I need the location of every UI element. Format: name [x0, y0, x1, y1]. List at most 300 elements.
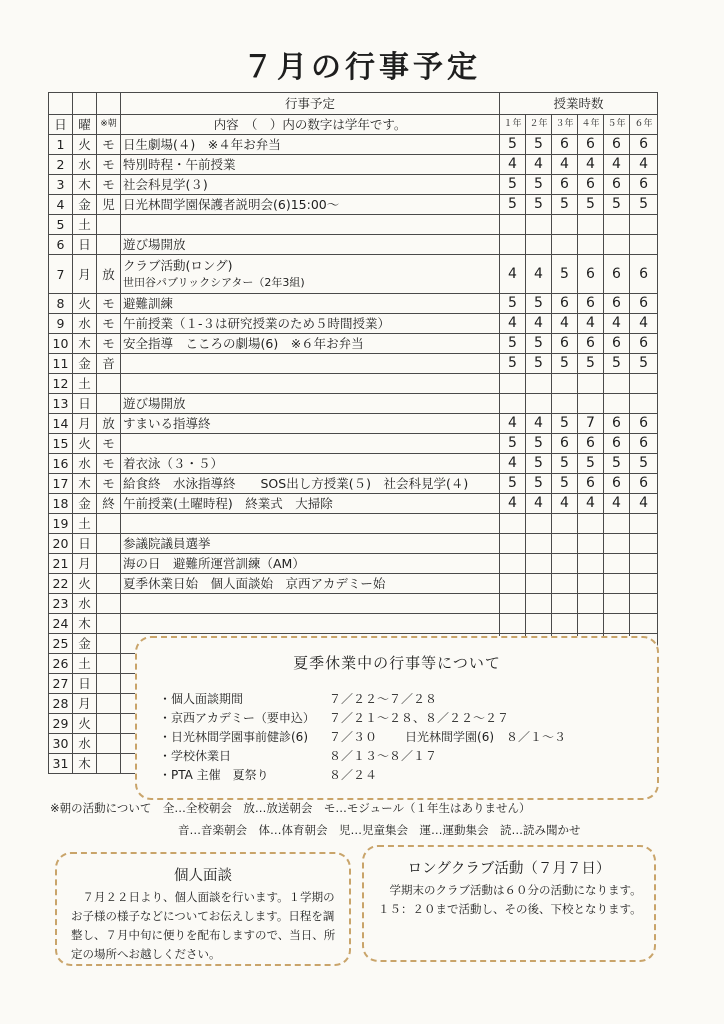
- hours-cell-grade-3: [552, 235, 578, 255]
- morning-cell: 児: [97, 195, 121, 215]
- hours-cell-grade-5: [604, 554, 630, 574]
- morning-cell: 終: [97, 494, 121, 514]
- morning-cell: 音: [97, 354, 121, 374]
- hours-cell-grade-5: 6: [604, 334, 630, 354]
- table-row: [49, 414, 658, 434]
- content-cell: [121, 314, 500, 334]
- hours-cell-grade-2: 4: [526, 414, 552, 434]
- vacation-title: 夏季休業中の行事等について: [293, 654, 501, 672]
- morning-cell: [97, 534, 121, 554]
- hours-cell-grade-4: 6: [578, 474, 604, 494]
- hours-cell-grade-3: 6: [552, 294, 578, 314]
- morning-cell: [97, 215, 121, 235]
- weekday-cell: 火: [73, 714, 97, 734]
- hours-cell-grade-4: 6: [578, 334, 604, 354]
- vacation-item-value: ７／３０: [329, 730, 378, 744]
- hours-cell-grade-2: [526, 534, 552, 554]
- hours-cell-grade-6: 6: [630, 434, 658, 454]
- hours-cell-grade-5: 6: [604, 474, 630, 494]
- day-cell: 22: [49, 574, 73, 594]
- hours-cell-grade-4: 6: [578, 175, 604, 195]
- content-text: 避難訓練: [123, 296, 174, 311]
- hours-cell-grade-2: [526, 374, 552, 394]
- hours-cell-grade-5: 5: [604, 454, 630, 474]
- hours-cell-grade-4: [578, 614, 604, 634]
- table-row: [49, 314, 658, 334]
- morning-cell: [97, 514, 121, 534]
- notes-line-1: ※朝の活動について 全…全校朝会 放…放送朝会 モ…モジュール（１年生はありません）: [50, 801, 531, 815]
- weekday-cell: 金: [73, 195, 97, 215]
- hours-cell-grade-3: 4: [552, 314, 578, 334]
- hours-cell-grade-1: 4: [500, 494, 526, 514]
- content-cell: [121, 394, 500, 414]
- weekday-cell: 水: [73, 454, 97, 474]
- hours-cell-grade-2: [526, 215, 552, 235]
- hours-cell-grade-6: [630, 594, 658, 614]
- hours-cell-grade-6: 4: [630, 314, 658, 334]
- content-text: 安全指導 こころの劇場(6) ※６年お弁当: [123, 336, 364, 351]
- hours-cell-grade-3: [552, 574, 578, 594]
- morning-cell: [97, 554, 121, 574]
- hours-cell-grade-1: 5: [500, 474, 526, 494]
- weekday-cell: 月: [73, 255, 97, 294]
- weekday-cell: 日: [73, 394, 97, 414]
- weekday-cell: 木: [73, 474, 97, 494]
- hours-cell-grade-2: 5: [526, 135, 552, 155]
- hours-cell-grade-3: 5: [552, 255, 578, 294]
- day-cell: 23: [49, 594, 73, 614]
- content-text: 海の日 避難所運営訓練（AM）: [123, 556, 305, 571]
- hours-cell-grade-2: 4: [526, 255, 552, 294]
- club-title: ロングクラブ活動（７月７日）: [407, 861, 611, 877]
- hours-cell-grade-6: [630, 235, 658, 255]
- weekday-cell: 水: [73, 734, 97, 754]
- hours-cell-grade-5: [604, 614, 630, 634]
- hours-cell-grade-3: [552, 554, 578, 574]
- vacation-item-label: ・学校休業日: [159, 749, 232, 763]
- day-cell: 19: [49, 514, 73, 534]
- table-row: [49, 255, 658, 294]
- hours-cell-grade-6: 6: [630, 474, 658, 494]
- weekday-cell: 水: [73, 155, 97, 175]
- content-cell: [121, 454, 500, 474]
- vacation-item: [159, 728, 566, 745]
- day-cell: 2: [49, 155, 73, 175]
- hours-cell-grade-1: 4: [500, 454, 526, 474]
- hours-cell-grade-4: [578, 514, 604, 534]
- content-subtext: 世田谷パブリックシアター（2年3組): [123, 276, 305, 289]
- hours-cell-grade-1: [500, 574, 526, 594]
- table-row: [49, 354, 658, 374]
- morning-cell: [97, 374, 121, 394]
- hours-cell-grade-1: 5: [500, 334, 526, 354]
- morning-cell: モ: [97, 135, 121, 155]
- vacation-item-label: ・PTA 主催 夏祭り: [159, 768, 269, 782]
- day-cell: 17: [49, 474, 73, 494]
- weekday-cell: 金: [73, 634, 97, 654]
- hours-cell-grade-4: 4: [578, 314, 604, 334]
- morning-cell: [97, 394, 121, 414]
- hours-cell-grade-2: 5: [526, 175, 552, 195]
- hours-cell-grade-1: 5: [500, 354, 526, 374]
- content-text: 参議院議員選挙: [123, 536, 211, 551]
- content-cell: [121, 155, 500, 175]
- hours-cell-grade-1: 5: [500, 195, 526, 215]
- morning-cell: モ: [97, 434, 121, 454]
- vacation-item-value: ８／１３～８／１７: [329, 749, 438, 763]
- header-grade-5: ５年: [604, 115, 630, 135]
- vacation-item-label: ・個人面談期間: [159, 692, 244, 706]
- hours-cell-grade-1: 5: [500, 175, 526, 195]
- content-cell: [121, 374, 500, 394]
- vacation-item: [159, 709, 509, 726]
- morning-cell: モ: [97, 314, 121, 334]
- weekday-cell: 火: [73, 434, 97, 454]
- morning-cell: [97, 594, 121, 614]
- hours-cell-grade-2: [526, 235, 552, 255]
- hours-cell-grade-3: 5: [552, 195, 578, 215]
- hours-cell-grade-6: [630, 394, 658, 414]
- hours-cell-grade-2: [526, 394, 552, 414]
- table-row: [49, 374, 658, 394]
- hours-cell-grade-3: [552, 374, 578, 394]
- table-row: [49, 294, 658, 314]
- hours-cell-grade-4: 4: [578, 494, 604, 514]
- vacation-item-value: ７／２２～７／２８: [329, 692, 438, 706]
- content-cell: [121, 195, 500, 215]
- day-cell: 20: [49, 534, 73, 554]
- hours-cell-grade-6: [630, 514, 658, 534]
- content-cell: [121, 235, 500, 255]
- table-header-row: [49, 93, 658, 115]
- day-cell: 12: [49, 374, 73, 394]
- morning-cell: モ: [97, 454, 121, 474]
- hours-cell-grade-6: [630, 574, 658, 594]
- morning-cell: [97, 235, 121, 255]
- hours-cell-grade-2: [526, 614, 552, 634]
- day-cell: 10: [49, 334, 73, 354]
- vacation-item-value: ７／２１～２８、８／２２～２７: [329, 711, 510, 725]
- hours-cell-grade-1: 4: [500, 255, 526, 294]
- hours-cell-grade-2: [526, 594, 552, 614]
- hours-cell-grade-5: 6: [604, 294, 630, 314]
- table-row: [49, 215, 658, 235]
- hours-cell-grade-6: 4: [630, 494, 658, 514]
- hours-cell-grade-2: [526, 514, 552, 534]
- page-title: ７月の行事予定: [243, 50, 481, 85]
- hours-cell-grade-5: [604, 574, 630, 594]
- vacation-item-label: ・日光林間学園事前健診(6): [159, 730, 308, 744]
- day-cell: 26: [49, 654, 73, 674]
- hours-cell-grade-1: [500, 215, 526, 235]
- content-cell: [121, 554, 500, 574]
- day-cell: 18: [49, 494, 73, 514]
- hours-cell-grade-6: [630, 374, 658, 394]
- weekday-cell: 木: [73, 175, 97, 195]
- hours-cell-grade-3: [552, 215, 578, 235]
- content-cell: [121, 474, 500, 494]
- hours-cell-grade-3: 6: [552, 175, 578, 195]
- weekday-cell: 土: [73, 654, 97, 674]
- header-events: 行事予定: [121, 93, 500, 115]
- hours-cell-grade-2: 5: [526, 454, 552, 474]
- hours-cell-grade-3: 6: [552, 334, 578, 354]
- day-cell: 28: [49, 694, 73, 714]
- hours-cell-grade-1: [500, 614, 526, 634]
- hours-cell-grade-1: [500, 554, 526, 574]
- content-cell: [121, 175, 500, 195]
- vacation-item-extra: 日光林間学園(6) ８／１～３: [405, 730, 567, 744]
- vacation-item: [159, 747, 437, 764]
- hours-cell-grade-4: [578, 215, 604, 235]
- hours-cell-grade-2: 5: [526, 474, 552, 494]
- header-morning: ※朝: [97, 115, 121, 135]
- table-row: [49, 614, 658, 634]
- hours-cell-grade-2: 5: [526, 434, 552, 454]
- content-text: すまいる指導終: [123, 416, 211, 431]
- hours-cell-grade-2: 5: [526, 294, 552, 314]
- hours-cell-grade-1: [500, 235, 526, 255]
- content-cell: [121, 255, 500, 294]
- hours-cell-grade-6: 6: [630, 334, 658, 354]
- hours-cell-grade-5: 6: [604, 255, 630, 294]
- weekday-cell: 木: [73, 614, 97, 634]
- table-row: [49, 334, 658, 354]
- hours-cell-grade-5: 5: [604, 354, 630, 374]
- hours-cell-grade-6: 6: [630, 294, 658, 314]
- day-cell: 9: [49, 314, 73, 334]
- content-text: 午前授業(土曜時程) 終業式 大掃除: [123, 496, 333, 511]
- hours-cell-grade-5: 4: [604, 314, 630, 334]
- hours-cell-grade-4: 5: [578, 195, 604, 215]
- content-cell: [121, 614, 500, 634]
- hours-cell-grade-4: 4: [578, 155, 604, 175]
- day-cell: 8: [49, 294, 73, 314]
- hours-cell-grade-6: [630, 534, 658, 554]
- content-cell: [121, 574, 500, 594]
- hours-cell-grade-4: 6: [578, 135, 604, 155]
- morning-cell: [97, 714, 121, 734]
- morning-cell: モ: [97, 474, 121, 494]
- table-row: [49, 434, 658, 454]
- hours-cell-grade-3: 4: [552, 155, 578, 175]
- morning-cell: [97, 734, 121, 754]
- hours-cell-grade-3: 5: [552, 454, 578, 474]
- hours-cell-grade-6: 5: [630, 454, 658, 474]
- day-cell: 21: [49, 554, 73, 574]
- hours-cell-grade-6: 5: [630, 195, 658, 215]
- morning-cell: [97, 614, 121, 634]
- hours-cell-grade-4: [578, 394, 604, 414]
- hours-cell-grade-2: [526, 554, 552, 574]
- table-row: [49, 534, 658, 554]
- content-text: 社会科見学(３): [123, 177, 208, 192]
- hours-cell-grade-2: 4: [526, 314, 552, 334]
- vacation-events-box: [135, 636, 659, 800]
- header-grade-2: ２年: [526, 115, 552, 135]
- hours-cell-grade-1: 4: [500, 155, 526, 175]
- weekday-cell: 日: [73, 534, 97, 554]
- hours-cell-grade-4: [578, 374, 604, 394]
- header-grade-1: １年: [500, 115, 526, 135]
- table-row: [49, 554, 658, 574]
- vacation-item-label: ・京西アカデミー（要申込）: [159, 711, 315, 725]
- table-row: [49, 474, 658, 494]
- header-grade-4: ４年: [578, 115, 604, 135]
- hours-cell-grade-3: 5: [552, 414, 578, 434]
- content-cell: [121, 334, 500, 354]
- hours-cell-grade-2: 4: [526, 155, 552, 175]
- header-content: 内容 （ ）内の数字は学年です。: [121, 115, 500, 135]
- content-text: 午前授業（１-３は研究授業のため５時間授業）: [123, 316, 391, 331]
- hours-cell-grade-4: [578, 554, 604, 574]
- morning-cell: [97, 574, 121, 594]
- morning-cell: モ: [97, 175, 121, 195]
- content-cell: [121, 135, 500, 155]
- notes-line-2: 音…音楽朝会 体…体育朝会 児…児童集会 運…運動集会 読…読み聞かせ: [178, 823, 581, 837]
- interview-box: [55, 852, 351, 966]
- hours-cell-grade-5: 6: [604, 414, 630, 434]
- header-grade-3: ３年: [552, 115, 578, 135]
- hours-cell-grade-5: [604, 215, 630, 235]
- hours-cell-grade-2: [526, 574, 552, 594]
- hours-cell-grade-1: 5: [500, 135, 526, 155]
- hours-cell-grade-6: 4: [630, 155, 658, 175]
- weekday-cell: 金: [73, 494, 97, 514]
- content-text: 遊び場開放: [123, 396, 186, 411]
- content-cell: [121, 534, 500, 554]
- hours-cell-grade-1: [500, 534, 526, 554]
- hours-cell-grade-1: [500, 594, 526, 614]
- hours-cell-grade-6: 6: [630, 175, 658, 195]
- hours-cell-grade-3: 5: [552, 354, 578, 374]
- hours-cell-grade-5: [604, 534, 630, 554]
- hours-cell-grade-5: 6: [604, 135, 630, 155]
- interview-title: 個人面談: [174, 868, 232, 884]
- hours-cell-grade-5: 5: [604, 195, 630, 215]
- weekday-cell: 水: [73, 594, 97, 614]
- day-cell: 1: [49, 135, 73, 155]
- morning-cell: モ: [97, 334, 121, 354]
- morning-cell: [97, 654, 121, 674]
- header-weekday: 曜: [73, 115, 97, 135]
- header-day: 日: [49, 115, 73, 135]
- hours-cell-grade-6: 6: [630, 135, 658, 155]
- table-row: [49, 494, 658, 514]
- interview-body: ７月２２日より、個人面談を行います。１学期のお子様の様子などについてお伝えします。日程を調整し、７月中旬に便りを配布しますので、当日、所定の場所へお越しください。: [71, 890, 336, 961]
- vacation-item: [159, 766, 377, 783]
- weekday-cell: 金: [73, 354, 97, 374]
- hours-cell-grade-5: 4: [604, 494, 630, 514]
- content-text: 着衣泳（３・５）: [123, 456, 224, 471]
- weekday-cell: 月: [73, 694, 97, 714]
- day-cell: 5: [49, 215, 73, 235]
- hours-cell-grade-3: [552, 514, 578, 534]
- day-cell: 6: [49, 235, 73, 255]
- weekday-cell: 土: [73, 374, 97, 394]
- morning-cell: [97, 694, 121, 714]
- hours-cell-grade-5: [604, 374, 630, 394]
- hours-cell-grade-5: [604, 235, 630, 255]
- club-body: 学期末のクラブ活動は６０分の活動になります。１５：２０まで活動し、その後、下校となります。: [378, 883, 642, 916]
- table-subheader-row: [49, 115, 658, 135]
- table-row: [49, 514, 658, 534]
- weekday-cell: 月: [73, 414, 97, 434]
- day-cell: 15: [49, 434, 73, 454]
- morning-cell: モ: [97, 294, 121, 314]
- weekday-cell: 土: [73, 215, 97, 235]
- hours-cell-grade-1: [500, 394, 526, 414]
- weekday-cell: 日: [73, 235, 97, 255]
- day-cell: 11: [49, 354, 73, 374]
- content-cell: [121, 354, 500, 374]
- weekday-cell: 火: [73, 135, 97, 155]
- hours-cell-grade-6: [630, 215, 658, 235]
- content-text: 日生劇場(４) ※４年お弁当: [123, 137, 281, 152]
- content-text: 日光林間学園保護者説明会(6)15:00～: [123, 197, 340, 212]
- hours-cell-grade-1: 5: [500, 434, 526, 454]
- hours-cell-grade-2: 5: [526, 195, 552, 215]
- hours-cell-grade-1: [500, 514, 526, 534]
- hours-cell-grade-4: 6: [578, 294, 604, 314]
- hours-cell-grade-4: [578, 235, 604, 255]
- day-cell: 3: [49, 175, 73, 195]
- hours-cell-grade-1: 4: [500, 314, 526, 334]
- header-hours: 授業時数: [500, 93, 658, 115]
- hours-cell-grade-4: 6: [578, 434, 604, 454]
- hours-cell-grade-3: 6: [552, 434, 578, 454]
- hours-cell-grade-3: 4: [552, 494, 578, 514]
- hours-cell-grade-4: [578, 534, 604, 554]
- hours-cell-grade-5: [604, 594, 630, 614]
- weekday-cell: 土: [73, 514, 97, 534]
- content-text: 夏季休業日始 個人面談始 京西アカデミー始: [123, 576, 386, 591]
- hours-cell-grade-2: 5: [526, 354, 552, 374]
- hours-cell-grade-5: [604, 394, 630, 414]
- hours-cell-grade-6: [630, 614, 658, 634]
- hours-cell-grade-4: [578, 574, 604, 594]
- content-cell: [121, 215, 500, 235]
- day-cell: 14: [49, 414, 73, 434]
- table-row: [49, 155, 658, 175]
- day-cell: 31: [49, 754, 73, 774]
- weekday-cell: 木: [73, 754, 97, 774]
- hours-cell-grade-3: [552, 394, 578, 414]
- hours-cell-grade-5: 6: [604, 175, 630, 195]
- hours-cell-grade-4: 7: [578, 414, 604, 434]
- day-cell: 4: [49, 195, 73, 215]
- weekday-cell: 火: [73, 574, 97, 594]
- morning-cell: 放: [97, 414, 121, 434]
- day-cell: 29: [49, 714, 73, 734]
- hours-cell-grade-3: 5: [552, 474, 578, 494]
- weekday-cell: 木: [73, 334, 97, 354]
- day-cell: 27: [49, 674, 73, 694]
- content-text: 特別時程・午前授業: [123, 157, 236, 172]
- content-text: 遊び場開放: [123, 237, 186, 252]
- hours-cell-grade-5: [604, 514, 630, 534]
- hours-cell-grade-3: [552, 534, 578, 554]
- hours-cell-grade-2: 4: [526, 494, 552, 514]
- morning-cell: [97, 754, 121, 774]
- content-cell: [121, 434, 500, 454]
- hours-cell-grade-4: 5: [578, 454, 604, 474]
- day-cell: 7: [49, 255, 73, 294]
- weekday-cell: 日: [73, 674, 97, 694]
- hours-cell-grade-1: 4: [500, 414, 526, 434]
- weekday-cell: 水: [73, 314, 97, 334]
- content-cell: [121, 514, 500, 534]
